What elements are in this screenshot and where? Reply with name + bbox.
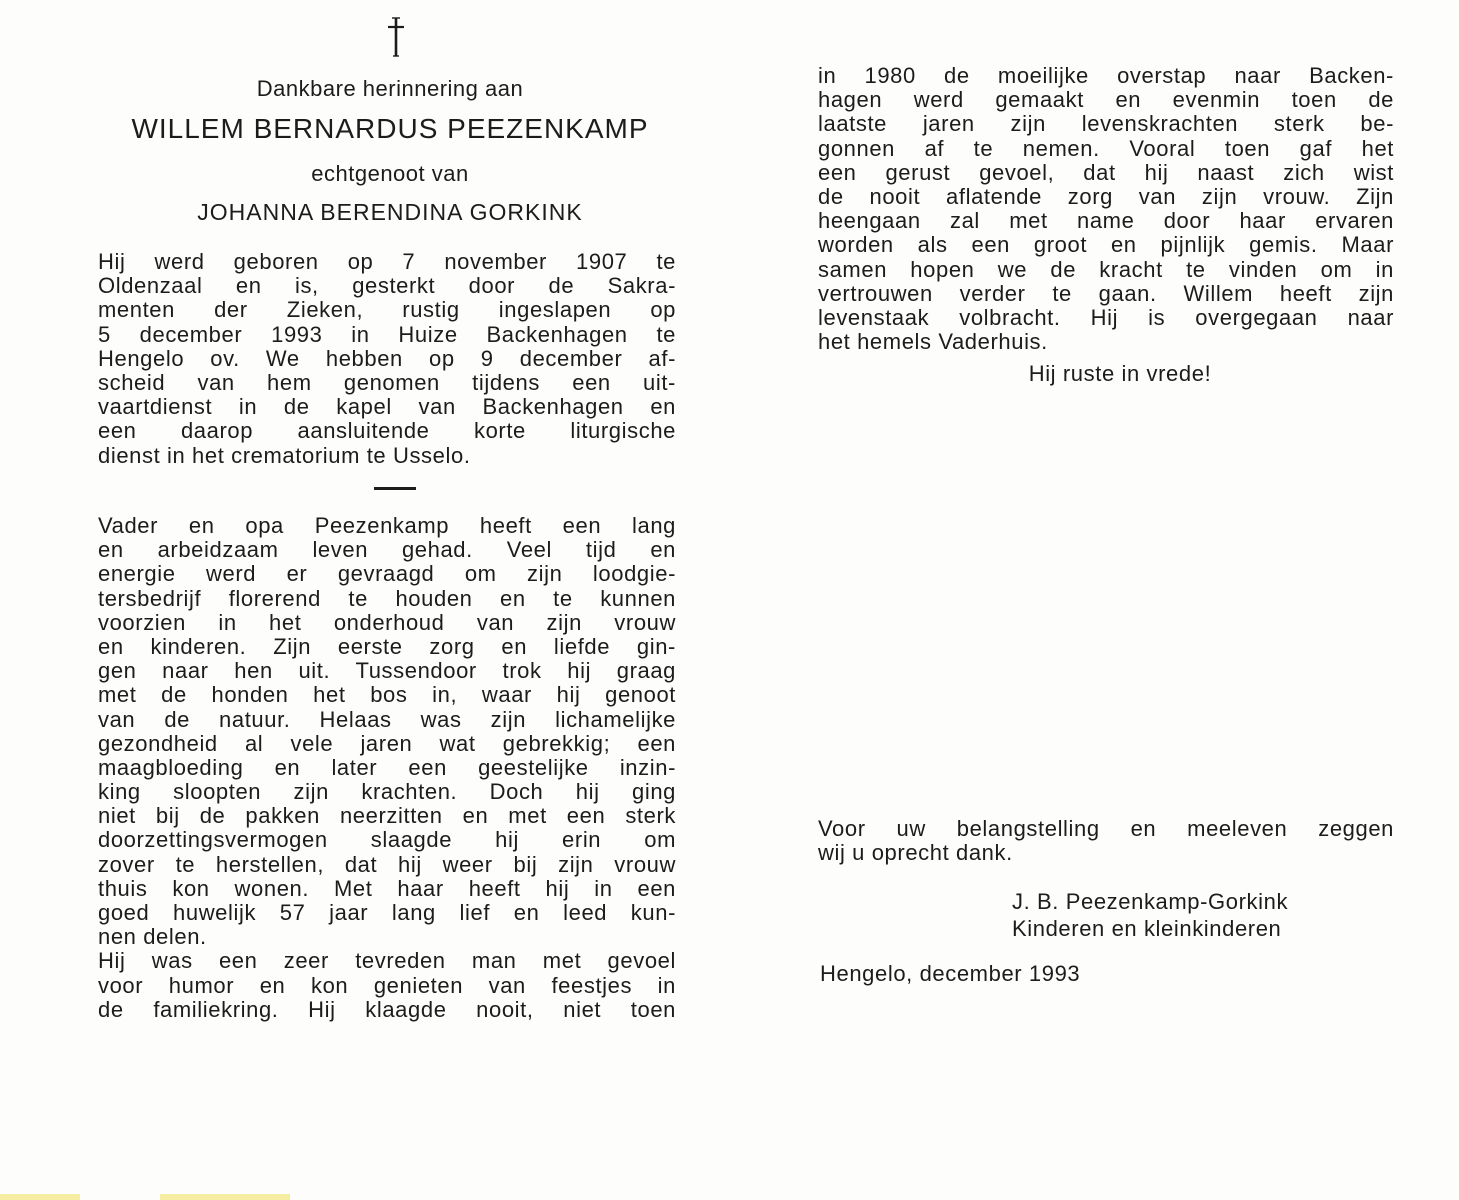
text-line: het hemels Vaderhuis. xyxy=(818,329,1048,355)
text-line: voor humor en kon genieten van feestjes in xyxy=(98,972,676,998)
text-line: Vader en opa Peezenkamp heeft een lang xyxy=(98,513,676,538)
rest-in-peace-line: Hij ruste in vrede! xyxy=(1028,361,1212,386)
section-divider xyxy=(374,487,416,490)
text-line: wij u oprecht dank. xyxy=(818,840,1013,866)
spouse-name: JOHANNA BERENDINA GORKINK xyxy=(197,199,583,225)
text-line: niet bij de pakken neerzitten en met een sterk xyxy=(98,803,676,829)
text-line: en kinderen. Zijn eerste zorg en liefde gin- xyxy=(98,633,676,659)
text-line: worden als een groot en pijnlijk gemis. Maar xyxy=(818,232,1394,258)
text-line: samen hopen we de kracht te vinden om in xyxy=(818,256,1394,282)
text-line: energie werd er gevraagd om zijn loodgie- xyxy=(98,561,676,587)
text-line: in 1980 de moeilijke overstap naar Backen- xyxy=(818,63,1394,88)
text-line: hagen werd gemaakt en evenmin toen de xyxy=(818,87,1394,113)
text-line: doorzettingsvermogen slaagde hij erin om xyxy=(98,827,676,853)
text-line: vertrouwen verder te gaan. Willem heeft zijn xyxy=(818,280,1394,306)
text-line: de nooit aflatende zorg van zijn vrouw. Zijn xyxy=(818,183,1394,209)
text-line: zover te herstellen, dat hij weer bij zijn vrouw xyxy=(98,851,676,877)
deceased-name: WILLEM BERNARDUS PEEZENKAMP xyxy=(131,113,649,144)
text-line: thuis kon wonen. Met haar heeft hij in een xyxy=(98,875,676,901)
signature-name: J. B. Peezenkamp-Gorkink xyxy=(1012,889,1289,914)
continuation-paragraph xyxy=(818,64,1394,354)
text-line: gezondheid al vele jaren wat gebrekkig; een xyxy=(98,730,676,756)
spouse-label: echtgenoot van xyxy=(311,161,469,186)
text-line: laatste jaren zijn levenskrachten sterk be- xyxy=(818,111,1394,137)
text-line: gen naar hen uit. Tussendoor trok hij graag xyxy=(98,658,676,684)
scan-edge-mark xyxy=(0,1194,80,1200)
place-date: Hengelo, december 1993 xyxy=(820,961,1081,986)
text-line: 5 december 1993 in Huize Backenhagen te xyxy=(98,321,676,347)
text-line: een daarop aansluitende korte liturgische xyxy=(98,418,676,444)
text-line: van de natuur. Helaas was zijn lichamelijke xyxy=(98,706,676,732)
text-line: menten der Zieken, rustig ingeslapen op xyxy=(98,297,676,323)
text-line: voorzien in het onderhoud van zijn vrouw xyxy=(98,609,676,635)
text-line: Voor uw belangstelling en meeleven zeggen xyxy=(818,816,1394,841)
text-line: en arbeidzaam leven gehad. Veel tijd en xyxy=(98,537,676,563)
text-line: vaartdienst in de kapel van Backenhagen en xyxy=(98,394,676,420)
text-line: Oldenzaal en is, gesterkt door de Sakra- xyxy=(98,273,676,299)
text-line: tersbedrijf florerend te houden en te kunnen xyxy=(98,585,676,611)
text-line: de familiekring. Hij klaagde nooit, niet toen xyxy=(98,996,676,1022)
text-line: dienst in het crematorium te Usselo. xyxy=(98,442,471,468)
life-paragraph xyxy=(98,514,676,1022)
text-line: nen delen. xyxy=(98,924,207,950)
signature-family: Kinderen en kleinkinderen xyxy=(1012,916,1282,941)
text-line: Hengelo ov. We hebben op 9 december af- xyxy=(98,345,676,371)
text-line: goed huwelijk 57 jaar lang lief en leed kun- xyxy=(98,900,676,925)
text-line: Hij werd geboren op 7 november 1907 te xyxy=(98,249,676,274)
birth-paragraph xyxy=(98,250,676,468)
scan-edge-mark xyxy=(160,1194,290,1200)
text-line: scheid van hem genomen tijdens een uit- xyxy=(98,369,676,395)
text-line: king sloopten zijn krachten. Doch hij ging xyxy=(98,779,676,805)
text-line: maagbloeding en later een geestelijke inzin- xyxy=(98,754,676,780)
text-line: heengaan zal met name door haar ervaren xyxy=(818,208,1394,234)
text-line: met de honden het bos in, waar hij genoot xyxy=(98,682,676,708)
signature-block xyxy=(1012,888,1288,942)
card-heading: Dankbare herinnering aan xyxy=(256,76,524,101)
text-line: een gerust gevoel, dat hij naast zich wist xyxy=(818,159,1394,185)
text-line: gonnen af te nemen. Vooral toen gaf het xyxy=(818,135,1394,161)
thanks-paragraph xyxy=(818,817,1394,865)
text-line: levenstaak volbracht. Hij is overgegaan naar xyxy=(818,304,1394,330)
text-line: Hij was een zeer tevreden man met gevoel xyxy=(98,948,676,974)
cross-icon xyxy=(386,16,406,58)
